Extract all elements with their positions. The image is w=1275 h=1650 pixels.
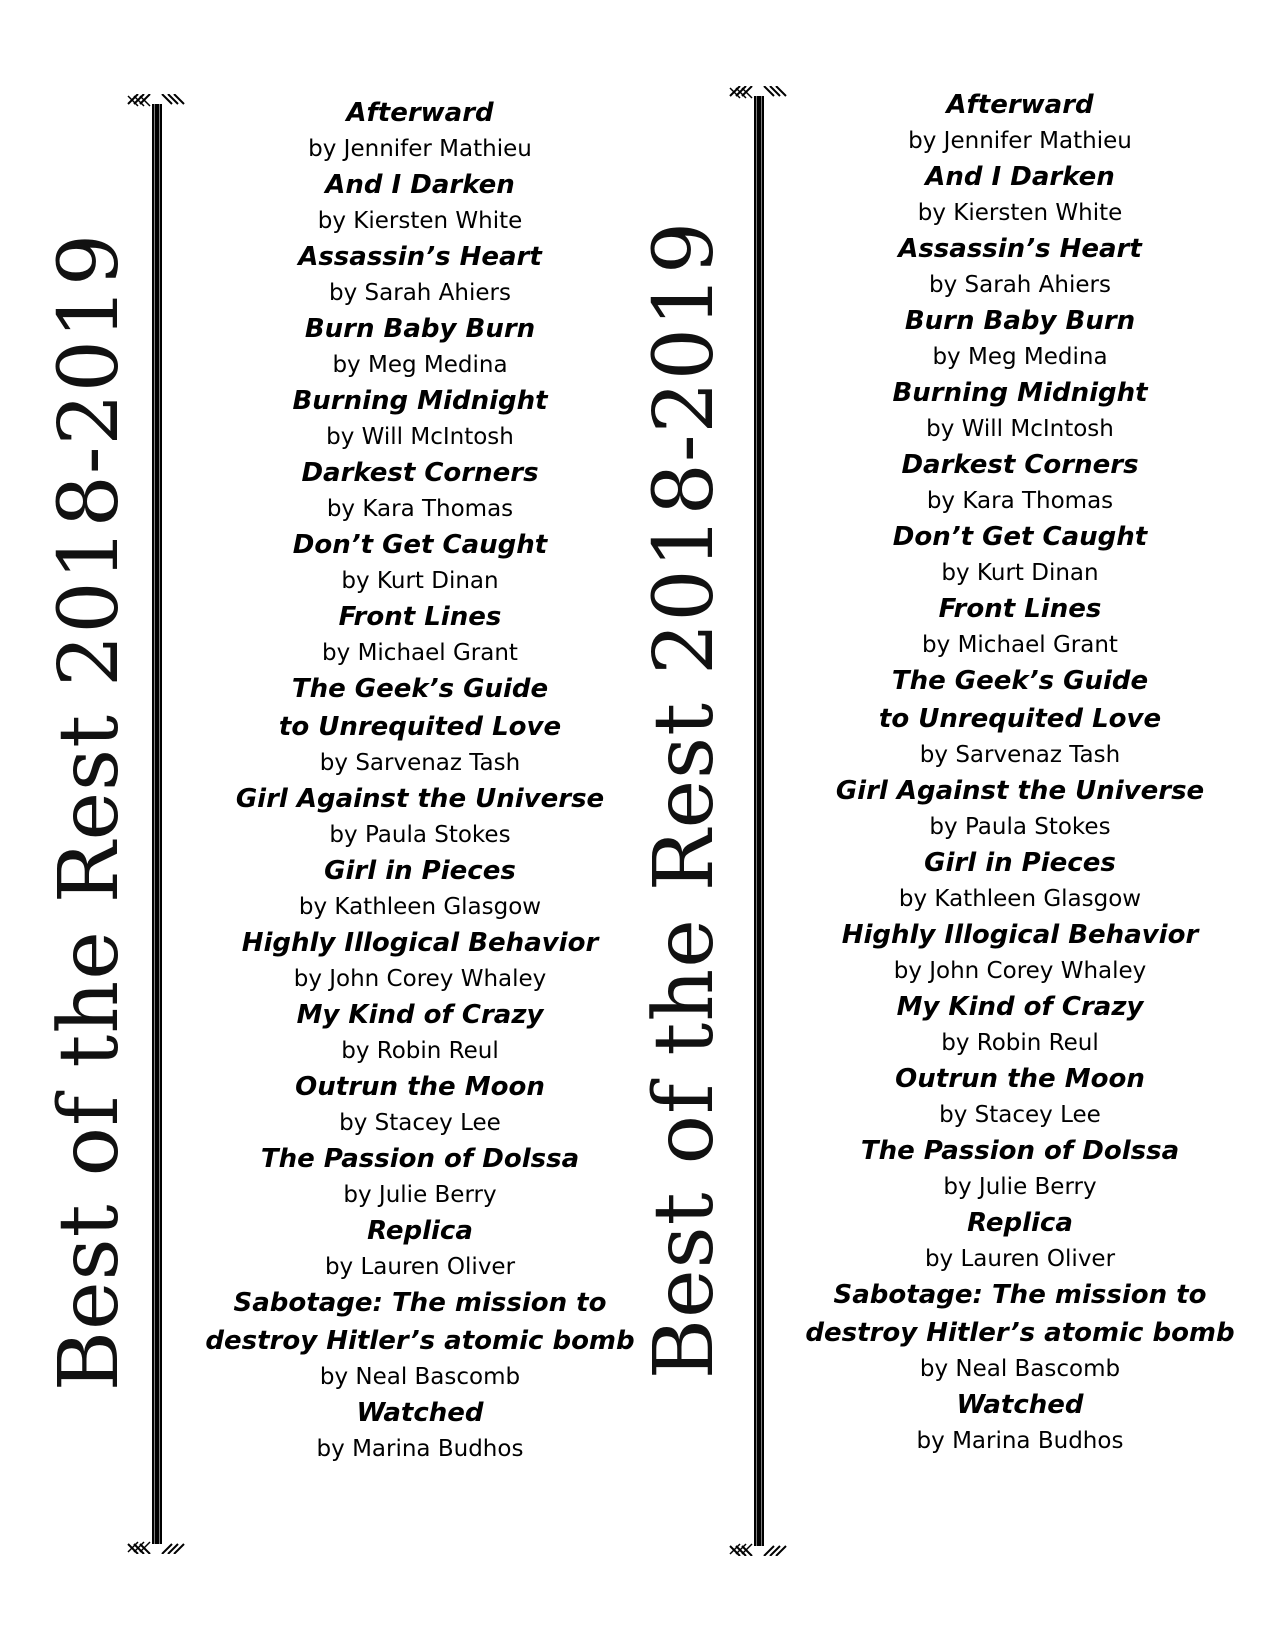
book-author: by Kathleen Glasgow: [898, 886, 1142, 912]
book-title: Girl Against the Universe: [835, 776, 1205, 806]
book-title: Watched: [356, 1398, 484, 1428]
book-author: by Sarvenaz Tash: [319, 750, 521, 776]
book-entry: [800, 988, 1240, 1060]
book-entry: [200, 1284, 640, 1394]
book-entry: [200, 598, 640, 670]
book-author: by Kara Thomas: [926, 488, 1114, 514]
book-title: Sabotage: The mission to destroy Hitler’s atomic bomb: [205, 1288, 635, 1356]
bookmark-side-title: Best of the Rest 2018-2019: [637, 220, 732, 1380]
book-title: Girl in Pieces: [924, 848, 1116, 878]
book-title: And I Darken: [325, 170, 515, 200]
book-author: by Sarah Ahiers: [929, 272, 1111, 298]
book-title: Assassin’s Heart: [298, 242, 542, 272]
book-entry: [200, 924, 640, 996]
arrow-divider-icon: [124, 94, 188, 1554]
book-entry: [200, 382, 640, 454]
book-title: Girl in Pieces: [324, 856, 516, 886]
book-author: by Julie Berry: [343, 1182, 497, 1208]
book-author: by Paula Stokes: [329, 822, 511, 848]
book-author: by Sarvenaz Tash: [919, 742, 1121, 768]
book-title: My Kind of Crazy: [896, 992, 1144, 1022]
book-title: Don’t Get Caught: [292, 530, 548, 560]
book-entry: [200, 310, 640, 382]
book-author: by Kurt Dinan: [941, 560, 1099, 586]
book-list: [200, 94, 640, 1466]
book-author: by Michael Grant: [322, 640, 518, 666]
book-title: Burn Baby Burn: [904, 306, 1136, 336]
book-author: by Kiersten White: [917, 200, 1123, 226]
book-author: by Will McIntosh: [326, 424, 514, 450]
book-entry: [800, 662, 1240, 772]
book-author: by Marina Budhos: [916, 1428, 1124, 1454]
book-entry: [800, 158, 1240, 230]
book-title: Afterward: [346, 98, 494, 128]
book-entry: [200, 94, 640, 166]
book-title: Replica: [967, 1208, 1073, 1238]
book-author: by Kiersten White: [317, 208, 523, 234]
book-entry: [200, 454, 640, 526]
book-entry: [200, 996, 640, 1068]
book-entry: [200, 780, 640, 852]
book-title: Burning Midnight: [892, 378, 1148, 408]
book-author: by Kara Thomas: [326, 496, 514, 522]
book-author: by Lauren Oliver: [324, 1254, 516, 1280]
book-entry: [200, 238, 640, 310]
book-author: by Kurt Dinan: [341, 568, 499, 594]
book-entry: [800, 86, 1240, 158]
book-entry: [800, 374, 1240, 446]
book-title: My Kind of Crazy: [296, 1000, 544, 1030]
book-author: by Jennifer Mathieu: [908, 128, 1132, 154]
book-entry: [800, 844, 1240, 916]
book-entry: [800, 1204, 1240, 1276]
book-author: by Stacey Lee: [339, 1110, 501, 1136]
book-author: by Paula Stokes: [929, 814, 1111, 840]
book-title: Watched: [956, 1390, 1084, 1420]
arrow-divider-icon: [726, 86, 790, 1556]
book-author: by Robin Reul: [941, 1030, 1099, 1056]
book-entry: [200, 166, 640, 238]
book-entry: [800, 518, 1240, 590]
book-author: by Stacey Lee: [939, 1102, 1101, 1128]
book-entry: [800, 1276, 1240, 1386]
book-author: by Michael Grant: [922, 632, 1118, 658]
book-entry: [200, 852, 640, 924]
book-author: by Meg Medina: [332, 352, 508, 378]
book-title: Burn Baby Burn: [304, 314, 536, 344]
book-title: Replica: [367, 1216, 473, 1246]
book-entry: [800, 446, 1240, 518]
book-title: Outrun the Moon: [295, 1072, 545, 1102]
book-title: The Geek’s Guide to Unrequited Love: [278, 674, 562, 742]
book-entry: [200, 526, 640, 598]
book-author: by John Corey Whaley: [293, 966, 547, 992]
bookmark-right: [600, 0, 1235, 1650]
book-list: [800, 86, 1240, 1458]
bookmark-left: [0, 0, 635, 1650]
bookmark-side-title: Best of the Rest 2018-2019: [42, 232, 137, 1392]
book-author: by Robin Reul: [341, 1038, 499, 1064]
book-entry: [800, 772, 1240, 844]
book-author: by Marina Budhos: [316, 1436, 524, 1462]
book-title: Assassin’s Heart: [898, 234, 1142, 264]
book-author: by Sarah Ahiers: [329, 280, 511, 306]
book-title: Afterward: [946, 90, 1094, 120]
book-entry: [800, 916, 1240, 988]
book-author: by Julie Berry: [943, 1174, 1097, 1200]
book-title: And I Darken: [925, 162, 1115, 192]
book-author: by Neal Bascomb: [319, 1364, 521, 1390]
book-entry: [800, 302, 1240, 374]
book-author: by Kathleen Glasgow: [298, 894, 542, 920]
book-title: Outrun the Moon: [895, 1064, 1145, 1094]
book-title: Darkest Corners: [901, 450, 1139, 480]
book-entry: [800, 1132, 1240, 1204]
book-entry: [800, 590, 1240, 662]
book-title: Burning Midnight: [292, 386, 548, 416]
book-title: Girl Against the Universe: [235, 784, 605, 814]
book-entry: [200, 1394, 640, 1466]
book-title: Front Lines: [338, 602, 502, 632]
book-title: The Geek’s Guide to Unrequited Love: [878, 666, 1162, 734]
book-title: The Passion of Dolssa: [260, 1144, 580, 1174]
book-title: Sabotage: The mission to destroy Hitler’s atomic bomb: [805, 1280, 1235, 1348]
book-entry: [200, 1140, 640, 1212]
book-entry: [200, 1212, 640, 1284]
book-title: Highly Illogical Behavior: [841, 920, 1199, 950]
book-author: by Meg Medina: [932, 344, 1108, 370]
book-entry: [200, 670, 640, 780]
book-title: Front Lines: [938, 594, 1102, 624]
book-title: Don’t Get Caught: [892, 522, 1148, 552]
book-author: by Jennifer Mathieu: [308, 136, 532, 162]
book-author: by Will McIntosh: [926, 416, 1114, 442]
book-entry: [800, 1060, 1240, 1132]
book-entry: [200, 1068, 640, 1140]
book-author: by John Corey Whaley: [893, 958, 1147, 984]
book-author: by Lauren Oliver: [924, 1246, 1116, 1272]
book-author: by Neal Bascomb: [919, 1356, 1121, 1382]
book-title: The Passion of Dolssa: [860, 1136, 1180, 1166]
book-title: Darkest Corners: [301, 458, 539, 488]
book-entry: [800, 1386, 1240, 1458]
book-entry: [800, 230, 1240, 302]
book-title: Highly Illogical Behavior: [241, 928, 599, 958]
